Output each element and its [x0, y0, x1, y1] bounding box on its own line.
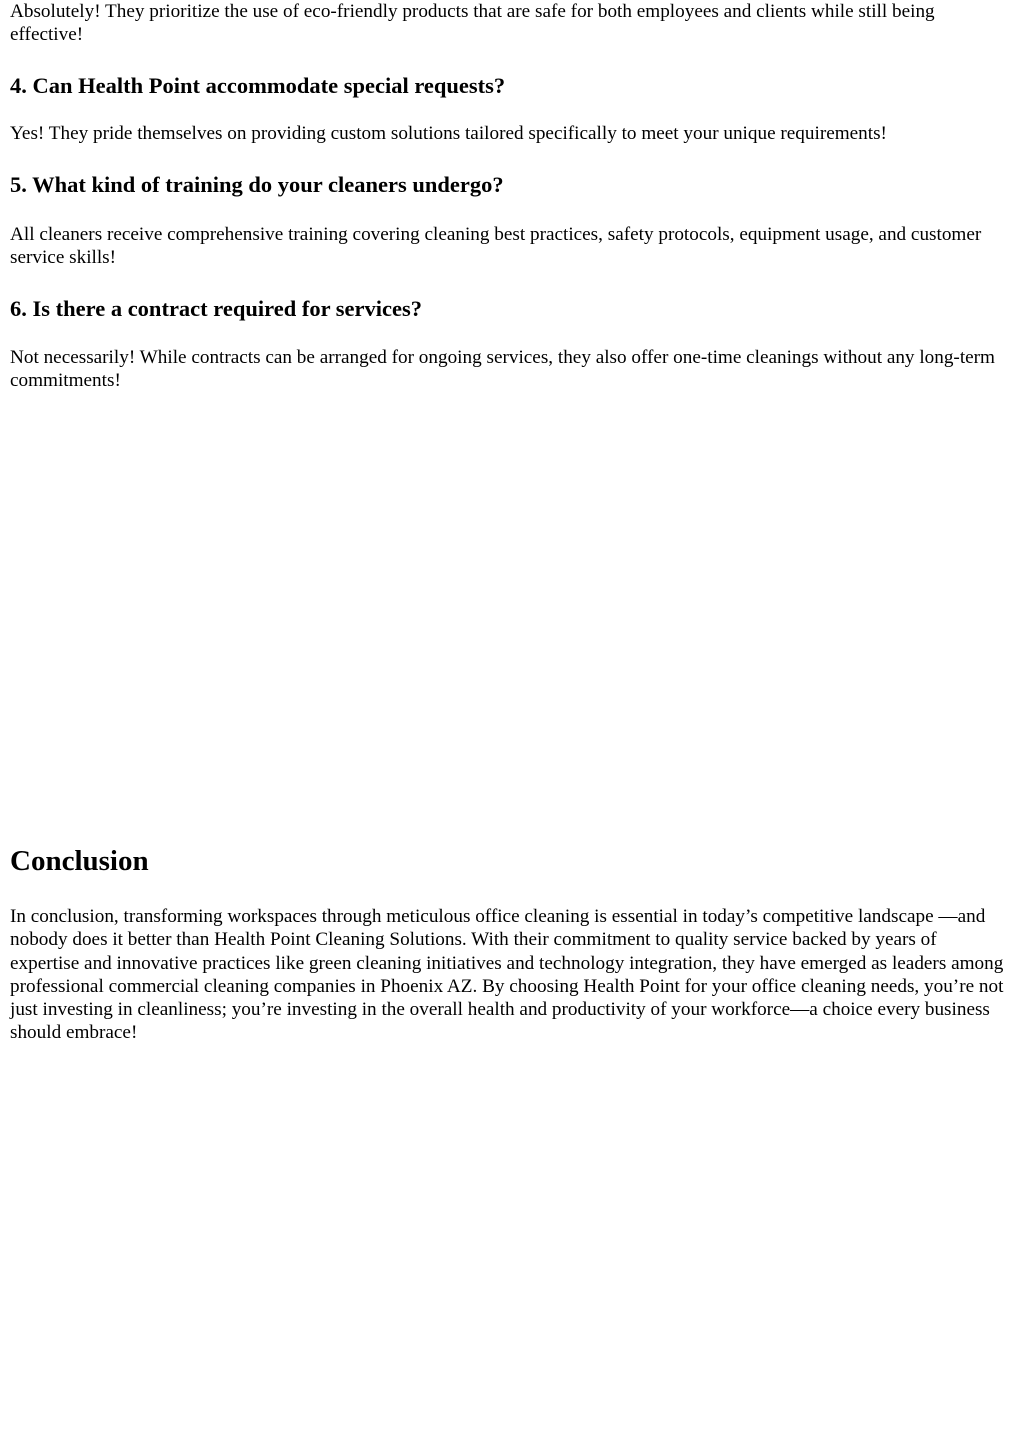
faq-answer-3: Absolutely! They prioritize the use of eco-friendly products that are safe for both employees and clients while still being effective!: [10, 1, 935, 46]
faq-question-4: 4. Can Health Point accommodate special requests?: [10, 73, 506, 98]
faq-question-5: 5. What kind of training do your cleaners undergo?: [10, 172, 504, 197]
conclusion-heading: Conclusion: [10, 845, 149, 877]
faq-answer-6: Not necessarily! While contracts can be arranged for ongoing services, they also offer one-time cleanings without any long-term commitments!: [10, 347, 995, 392]
conclusion-body: In conclusion, transforming workspaces through meticulous office cleaning is essential in today’s competitive landscape —and nobody does it better than Health Point Cleaning Solutions. With their commitment to quality service backed by years of expertise and innovative practices like green cleaning initiatives and technology integration, they have emerged as leaders among professional commercial cleaning companies in Phoenix AZ. By choosing Health Point for your office cleaning needs, you’re not just investing in cleanliness; you’re investing in the overall health and productivity of your workforce—a choice every business should embrace!: [10, 906, 1004, 1044]
faq-answer-4: Yes! They pride themselves on providing custom solutions tailored specifically to meet your unique requirements!: [10, 123, 887, 144]
faq-question-6: 6. Is there a contract required for services?: [10, 296, 422, 321]
faq-answer-5: All cleaners receive comprehensive training covering cleaning best practices, safety protocols, equipment usage, and customer service skills!: [10, 224, 982, 269]
